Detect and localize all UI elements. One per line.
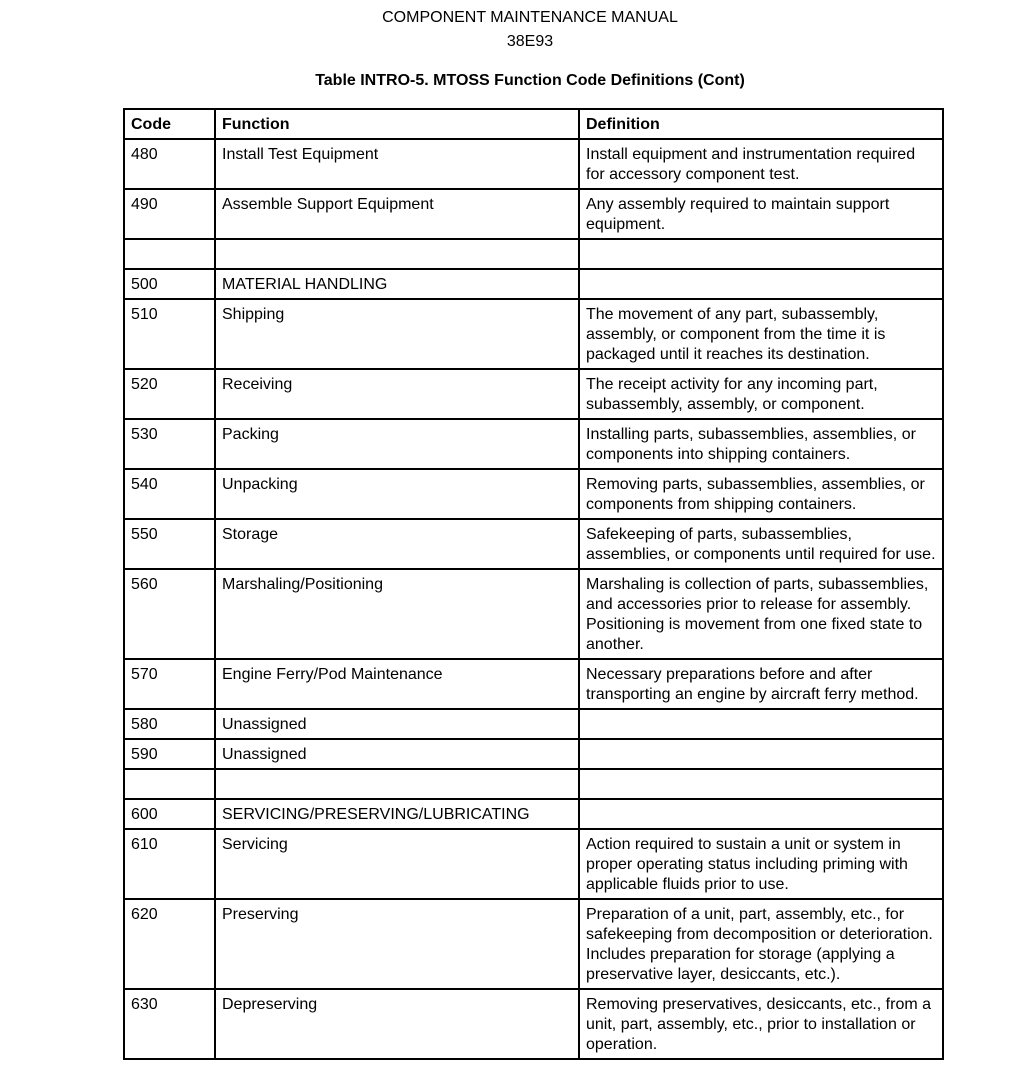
cell-code: 560 bbox=[124, 569, 215, 659]
table-row bbox=[124, 269, 943, 299]
cell-code: 590 bbox=[124, 739, 215, 769]
column-header-definition: Definition bbox=[579, 109, 943, 139]
table-row bbox=[124, 899, 943, 989]
cell-function: Unassigned bbox=[215, 739, 579, 769]
table-row bbox=[124, 569, 943, 659]
manual-title: COMPONENT MAINTENANCE MANUAL bbox=[382, 9, 678, 26]
table-spacer-row bbox=[124, 239, 943, 269]
table-row bbox=[124, 369, 943, 419]
table-row bbox=[124, 189, 943, 239]
cell-function: Shipping bbox=[215, 299, 579, 369]
cell-function: Depreserving bbox=[215, 989, 579, 1059]
cell-function: Receiving bbox=[215, 369, 579, 419]
cell-function bbox=[215, 769, 579, 799]
cell-definition bbox=[579, 239, 943, 269]
cell-definition: Installing parts, subassemblies, assemblies, or components into shipping containers. bbox=[579, 419, 943, 469]
table-row bbox=[124, 799, 943, 829]
cell-code: 500 bbox=[124, 269, 215, 299]
cell-code: 620 bbox=[124, 899, 215, 989]
table-row bbox=[124, 469, 943, 519]
cell-function: Unassigned bbox=[215, 709, 579, 739]
cell-definition: The receipt activity for any incoming part, subassembly, assembly, or component. bbox=[579, 369, 943, 419]
cell-definition: Marshaling is collection of parts, subassemblies, and accessories prior to release for assembly. Positioning is movement from one fixed state to another. bbox=[579, 569, 943, 659]
cell-definition bbox=[579, 739, 943, 769]
cell-code: 480 bbox=[124, 139, 215, 189]
cell-function: Packing bbox=[215, 419, 579, 469]
table-row bbox=[124, 709, 943, 739]
table-row bbox=[124, 989, 943, 1059]
cell-code: 600 bbox=[124, 799, 215, 829]
cell-definition bbox=[579, 269, 943, 299]
cell-code: 630 bbox=[124, 989, 215, 1059]
table-row bbox=[124, 739, 943, 769]
cell-code: 610 bbox=[124, 829, 215, 899]
cell-code bbox=[124, 769, 215, 799]
cell-definition bbox=[579, 799, 943, 829]
column-header-function: Function bbox=[215, 109, 579, 139]
cell-code bbox=[124, 239, 215, 269]
cell-code: 570 bbox=[124, 659, 215, 709]
cell-function bbox=[215, 239, 579, 269]
cell-code: 510 bbox=[124, 299, 215, 369]
cell-code: 490 bbox=[124, 189, 215, 239]
table-body bbox=[124, 139, 943, 1059]
cell-definition: Safekeeping of parts, subassemblies, assemblies, or components until required for use. bbox=[579, 519, 943, 569]
table-row bbox=[124, 519, 943, 569]
cell-definition: Necessary preparations before and after transporting an engine by aircraft ferry method. bbox=[579, 659, 943, 709]
cell-code: 580 bbox=[124, 709, 215, 739]
cell-definition: Any assembly required to maintain support equipment. bbox=[579, 189, 943, 239]
cell-function: SERVICING/PRESERVING/LUBRICATING bbox=[215, 799, 579, 829]
column-header-code: Code bbox=[124, 109, 215, 139]
cell-function: Assemble Support Equipment bbox=[215, 189, 579, 239]
table-row bbox=[124, 419, 943, 469]
cell-definition: Removing parts, subassemblies, assemblies, or components from shipping containers. bbox=[579, 469, 943, 519]
cell-definition: The movement of any part, subassembly, assembly, or component from the time it is packaged until it reaches its destination. bbox=[579, 299, 943, 369]
cell-definition: Install equipment and instrumentation required for accessory component test. bbox=[579, 139, 943, 189]
table-row bbox=[124, 659, 943, 709]
cell-function: Unpacking bbox=[215, 469, 579, 519]
cell-code: 530 bbox=[124, 419, 215, 469]
table-header-row bbox=[124, 109, 943, 139]
cell-definition bbox=[579, 769, 943, 799]
manual-number: 38E93 bbox=[506, 33, 554, 50]
cell-definition: Preparation of a unit, part, assembly, etc., for safekeeping from decomposition or deterioration. Includes preparation for storage (applying a preservative layer, desiccants, etc.). bbox=[579, 899, 943, 989]
cell-definition: Action required to sustain a unit or system in proper operating status including priming with applicable fluids prior to use. bbox=[579, 829, 943, 899]
cell-function: Storage bbox=[215, 519, 579, 569]
table-row bbox=[124, 139, 943, 189]
cell-definition bbox=[579, 709, 943, 739]
cell-function: MATERIAL HANDLING bbox=[215, 269, 579, 299]
cell-function: Engine Ferry/Pod Maintenance bbox=[215, 659, 579, 709]
cell-code: 520 bbox=[124, 369, 215, 419]
table-caption: Table INTRO-5. MTOSS Function Code Definitions (Cont) bbox=[315, 72, 745, 89]
cell-code: 550 bbox=[124, 519, 215, 569]
table-spacer-row bbox=[124, 769, 943, 799]
table-row bbox=[124, 299, 943, 369]
table-row bbox=[124, 829, 943, 899]
cell-code: 540 bbox=[124, 469, 215, 519]
cell-function: Marshaling/Positioning bbox=[215, 569, 579, 659]
cell-function: Servicing bbox=[215, 829, 579, 899]
cell-function: Preserving bbox=[215, 899, 579, 989]
function-code-table bbox=[123, 108, 944, 1060]
cell-definition: Removing preservatives, desiccants, etc., from a unit, part, assembly, etc., prior to installation or operation. bbox=[579, 989, 943, 1059]
cell-function: Install Test Equipment bbox=[215, 139, 579, 189]
